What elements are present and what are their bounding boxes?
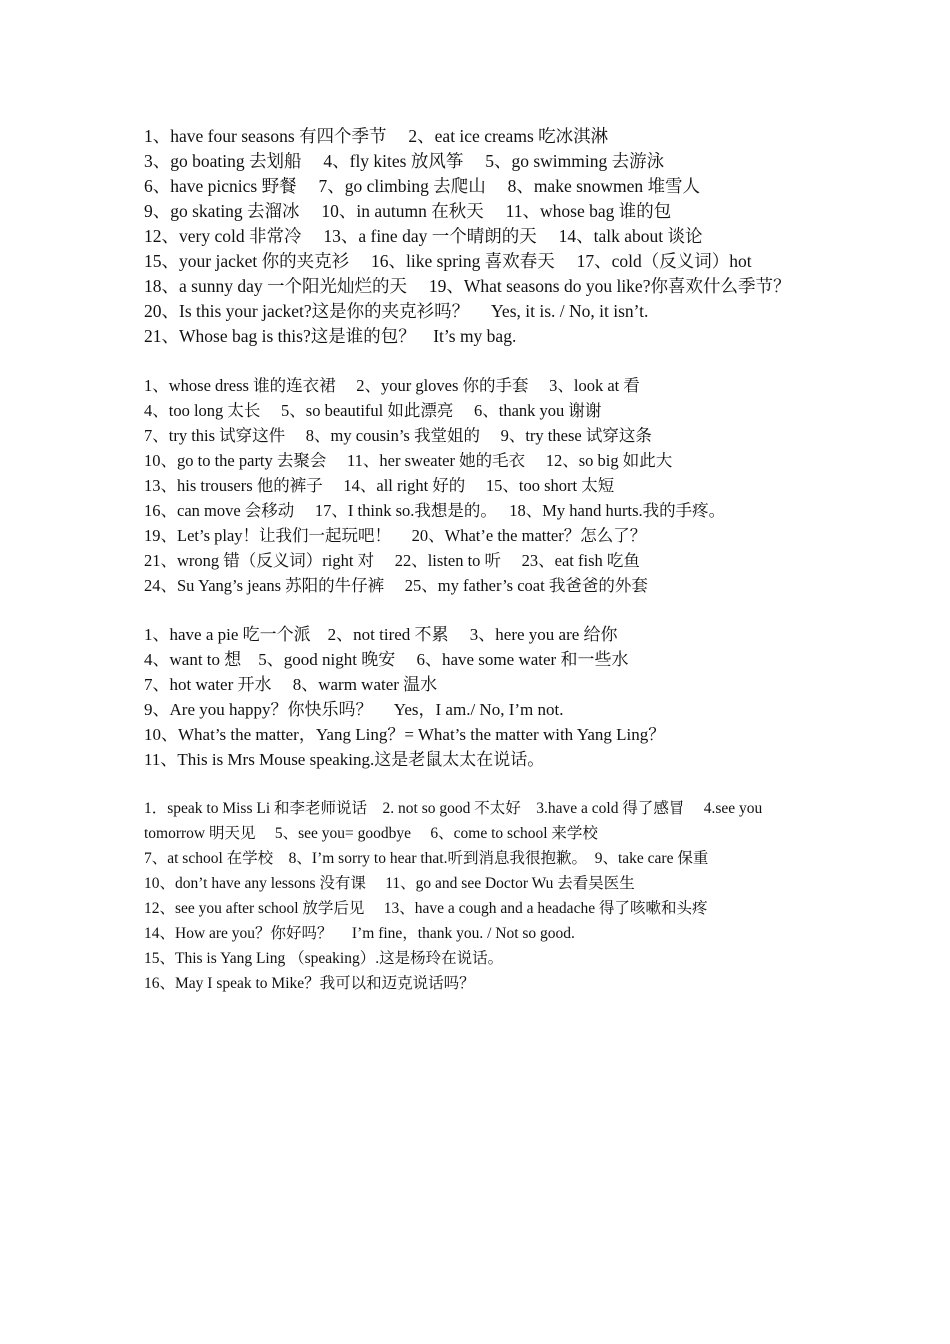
text-line: 3、go boating 去划船 4、fly kites 放风筝 5、go swimming 去游泳: [144, 151, 665, 171]
text-line: 15、This is Yang Ling （speaking）.这是杨玲在说话。: [144, 950, 504, 967]
vocab-section-4: [144, 796, 824, 996]
text-line: 20、Is this your jacket?这是你的夹克衫吗？ Yes, it is. / No, it isn’t.: [144, 301, 649, 321]
text-line: 1．speak to Miss Li 和李老师说话 2. not so good 不太好 3.have a cold 得了感冒 4.see you tomorrow 明天见 5、see you= goodbye 6、come to school 来学校: [144, 800, 763, 842]
text-line: 11、This is Mrs Mouse speaking.这是老鼠太太在说话。: [144, 750, 545, 769]
text-line: 10、don’t have any lessons 没有课 11、go and see Doctor Wu 去看吴医生: [144, 875, 635, 892]
text-line: 6、have picnics 野餐 7、go climbing 去爬山 8、make snowmen 堆雪人: [144, 176, 701, 196]
text-line: 1、whose dress 谁的连衣裙 2、your gloves 你的手套 3、look at 看: [144, 376, 640, 395]
text-line: 7、at school 在学校 8、I’m sorry to hear that.听到消息我很抱歉。 9、take care 保重: [144, 850, 709, 867]
text-line: 12、see you after school 放学后见 13、have a cough and a headache 得了咳嗽和头疼: [144, 900, 708, 917]
text-line: 21、wrong 错（反义词）right 对 22、listen to 听 23、eat fish 吃鱼: [144, 551, 640, 570]
vocab-section-1: [144, 124, 824, 349]
text-line: 4、want to 想 5、good night 晚安 6、have some water 和一些水: [144, 650, 629, 669]
vocab-section-3: [144, 622, 824, 772]
text-line: 7、try this 试穿这件 8、my cousin’s 我堂姐的 9、try these 试穿这条: [144, 426, 652, 445]
vocab-section-2: [144, 373, 824, 598]
text-line: 9、go skating 去溜冰 10、in autumn 在秋天 11、whose bag 谁的包: [144, 201, 672, 221]
text-line: 21、Whose bag is this?这是谁的包？ It’s my bag.: [144, 326, 517, 346]
text-line: 15、your jacket 你的夹克衫 16、like spring 喜欢春天 17、cold（反义词）hot: [144, 251, 752, 271]
text-line: 18、a sunny day 一个阳光灿烂的天 19、What seasons do you like?你喜欢什么季节？: [144, 276, 791, 296]
text-line: 1、have four seasons 有四个季节 2、eat ice creams 吃冰淇淋: [144, 126, 609, 146]
text-line: 16、May I speak to Mike？我可以和迈克说话吗？: [144, 975, 475, 992]
text-line: 24、Su Yang’s jeans 苏阳的牛仔裤 25、my father’s coat 我爸爸的外套: [144, 576, 648, 595]
text-line: 12、very cold 非常冷 13、a fine day 一个晴朗的天 14、talk about 谈论: [144, 226, 703, 246]
text-line: 1、have a pie 吃一个派 2、not tired 不累 3、here you are 给你: [144, 625, 618, 644]
text-line: 13、his trousers 他的裤子 14、all right 好的 15、too short 太短: [144, 476, 615, 495]
text-line: 19、Let’s play！让我们一起玩吧！ 20、What’e the matter？怎么了？: [144, 526, 647, 545]
text-line: 10、go to the party 去聚会 11、her sweater 她的毛衣 12、so big 如此大: [144, 451, 673, 470]
text-line: 14、How are you？你好吗？ I’m fine，thank you. / Not so good.: [144, 925, 575, 942]
text-line: 10、What’s the matter，Yang Ling？= What’s the matter with Yang Ling？: [144, 725, 666, 744]
text-line: 9、Are you happy？你快乐吗？ Yes，I am./ No, I’m not.: [144, 700, 564, 719]
text-line: 16、can move 会移动 17、I think so.我想是的。 18、My hand hurts.我的手疼。: [144, 501, 726, 520]
text-line: 4、too long 太长 5、so beautiful 如此漂亮 6、thank you 谢谢: [144, 401, 602, 420]
text-line: 7、hot water 开水 8、warm water 温水: [144, 675, 438, 694]
